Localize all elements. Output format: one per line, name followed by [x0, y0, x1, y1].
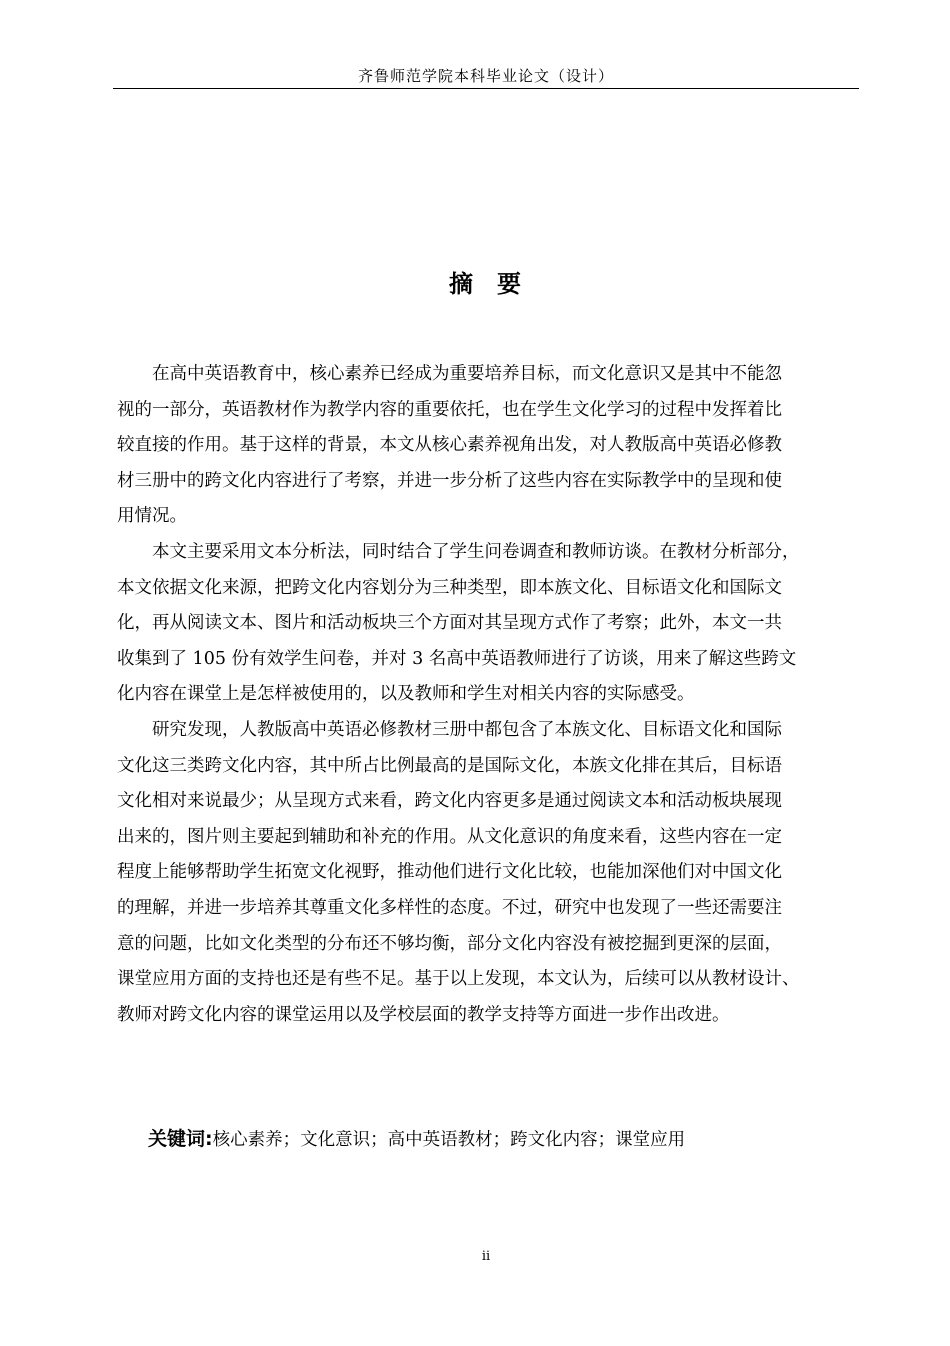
text-line: 意的问题，比如文化类型的分布还不够均衡，部分文化内容没有被挖掘到更深的层面， [117, 933, 782, 954]
text-line: 材三册中的跨文化内容进行了考察，并进一步分析了这些内容在实际教学中的呈现和使 [117, 470, 782, 491]
keywords [148, 1123, 848, 1156]
text-line: 的理解，并进一步培养其尊重文化多样性的态度。不过，研究中也发现了一些还需要注 [117, 897, 782, 918]
abstract-paragraph-1 [117, 357, 859, 535]
text-line: 用情况。 [117, 506, 187, 527]
text-line: 本文主要采用文本分析法，同时结合了学生问卷调查和教师访谈。在教材分析部分， [152, 541, 800, 562]
running-header: 齐鲁师范学院本科毕业论文（设计） [357, 67, 614, 85]
title-char-1: 摘 [449, 270, 475, 298]
text-line: 化内容在课堂上是怎样被使用的，以及教师和学生对相关内容的实际感受。 [117, 684, 695, 705]
text-line: 研究发现，人教版高中英语必修教材三册中都包含了本族文化、目标语文化和国际 [152, 719, 782, 740]
text-line: 在高中英语教育中，核心素养已经成为重要培养目标，而文化意识又是其中不能忽 [152, 364, 782, 384]
keywords-label: 关键词: [148, 1128, 213, 1150]
text-line: 化，再从阅读文本、图片和活动板块三个方面对其呈现方式作了考察；此外，本文一共 [117, 613, 782, 634]
text-line: 本文依据文化来源，把跨文化内容划分为三种类型，即本族文化、目标语文化和国际文 [117, 577, 782, 598]
text-line: 文化相对来说最少；从呈现方式来看，跨文化内容更多是通过阅读文本和活动板块展现 [117, 791, 782, 812]
header-divider [113, 88, 859, 89]
text-line: 出来的，图片则主要起到辅助和补充的作用。从文化意识的角度来看，这些内容在一定 [117, 826, 782, 847]
text-line: 视的一部分，英语教材作为教学内容的重要依托，也在学生文化学习的过程中发挥着比 [117, 399, 782, 420]
abstract-paragraph-3 [117, 713, 859, 1033]
text-line: 文化这三类跨文化内容，其中所占比例最高的是国际文化，本族文化排在其后，目标语 [117, 755, 782, 776]
abstract-paragraph-2 [117, 535, 859, 713]
text-line: 程度上能够帮助学生拓宽文化视野，推动他们进行文化比较，也能加深他们对中国文化 [117, 862, 782, 883]
text-line: 教师对跨文化内容的课堂运用以及学校层面的教学支持等方面进一步作出改进。 [117, 1004, 730, 1025]
page-number: ii [481, 1249, 491, 1264]
title-char-2: 要 [497, 270, 523, 298]
text-line: 课堂应用方面的支持也还是有些不足。基于以上发现，本文认为，后续可以从教材设计、 [117, 969, 800, 990]
abstract-title [113, 266, 859, 302]
text-line: 收集到了 105 份有效学生问卷，并对 3 名高中英语教师进行了访谈，用来了解这些跨文 [117, 648, 797, 669]
abstract-body [117, 357, 859, 1033]
keywords-text: 核心素养；文化意识；高中英语教材；跨文化内容；课堂应用 [212, 1130, 686, 1150]
text-line: 较直接的作用。基于这样的背景，本文从核心素养视角出发，对人教版高中英语必修教 [117, 435, 782, 456]
